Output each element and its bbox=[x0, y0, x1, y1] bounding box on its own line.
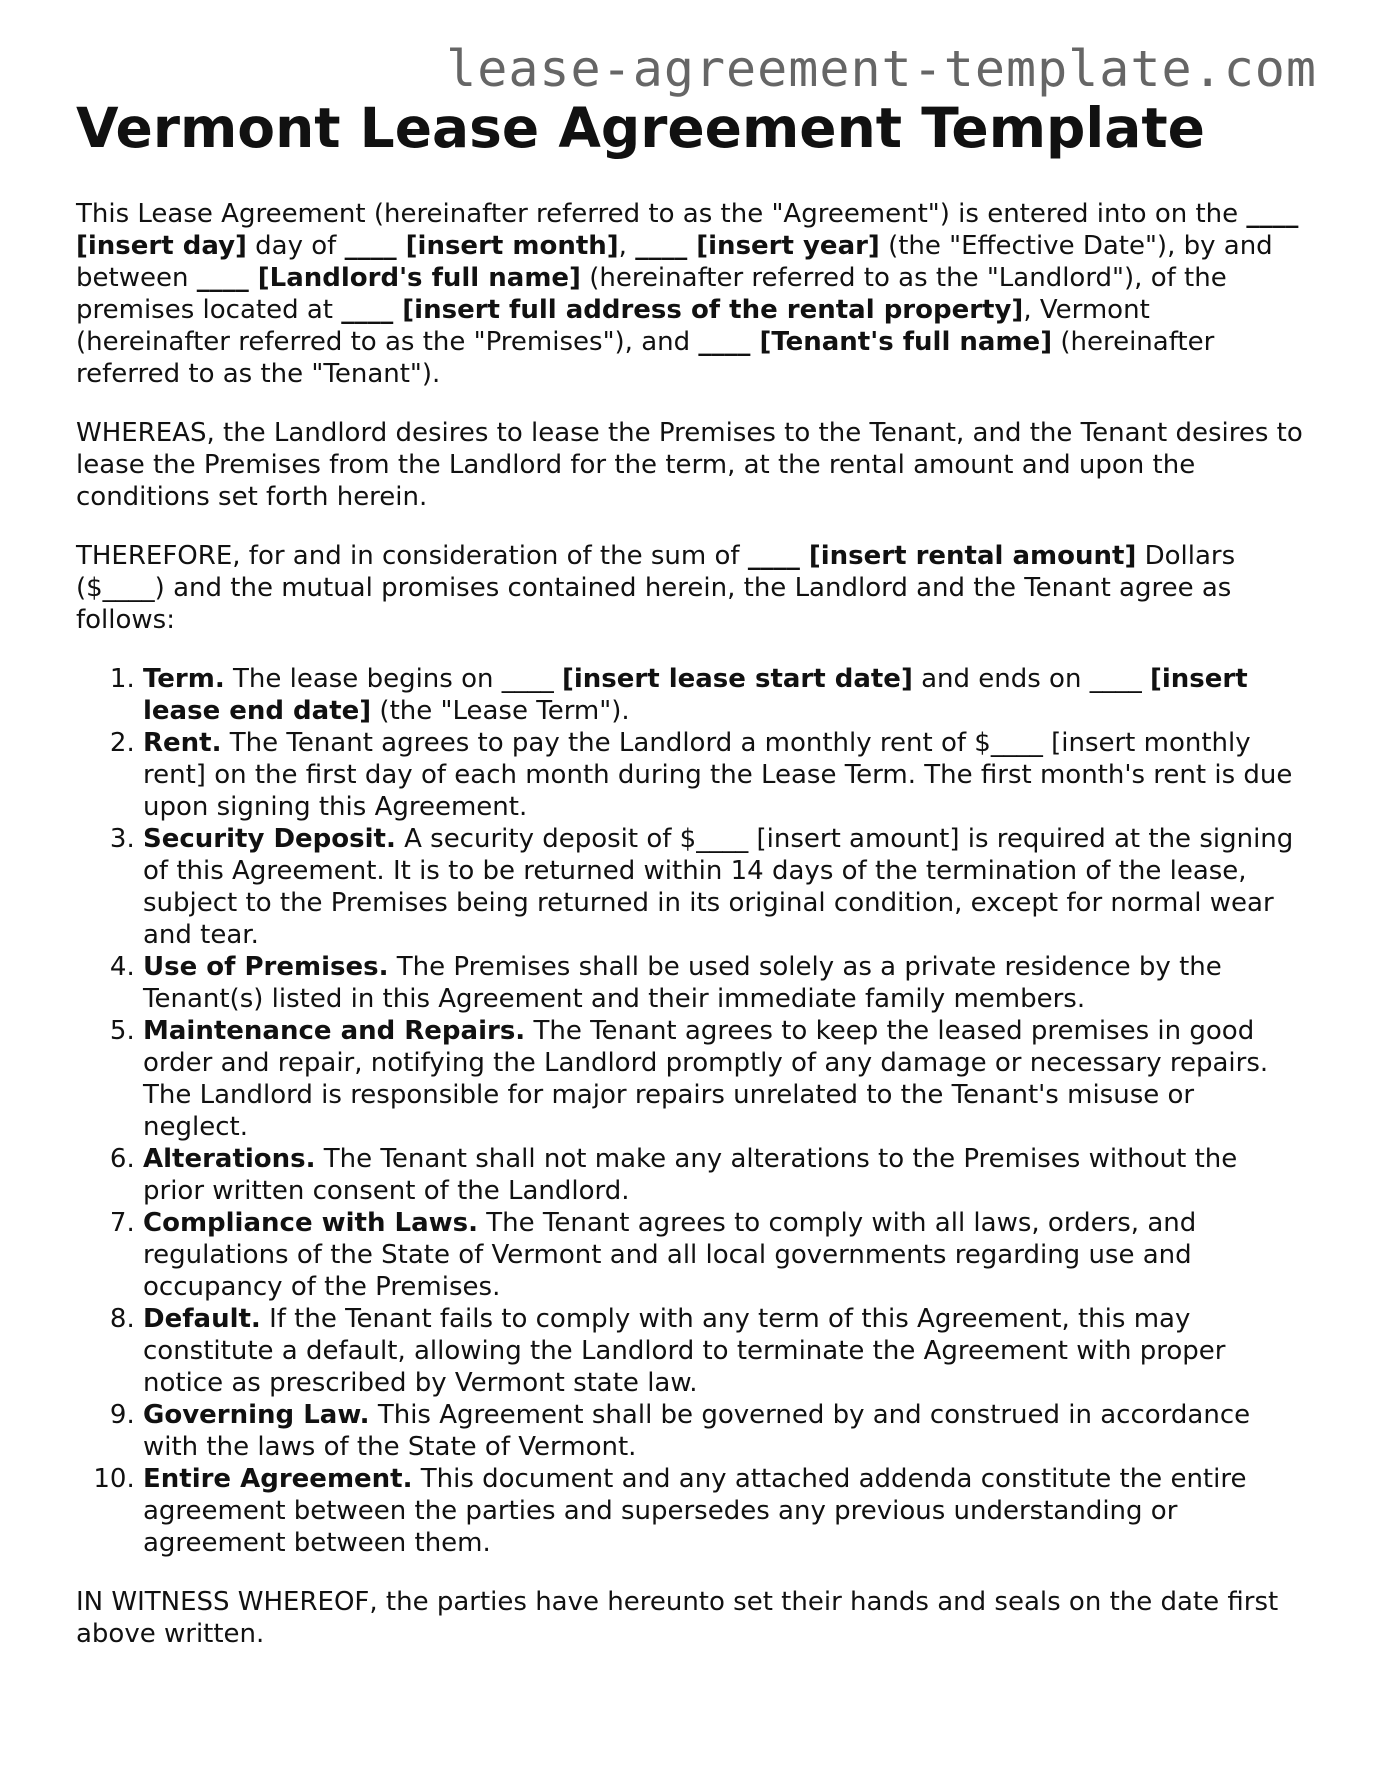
document-body bbox=[76, 198, 1306, 1677]
intro-text-6: , Vermont (hereinafter referred to as the "Premises"), and bbox=[76, 295, 1150, 357]
intro-text-5: (hereinafter referred to as the "Landlord"), of the premises located at bbox=[76, 263, 1227, 325]
clause-text: The lease begins on ____ bbox=[224, 664, 562, 694]
insert-month-placeholder: [insert month] bbox=[405, 231, 619, 261]
therefore-text-1: THEREFORE, for and in consideration of the sum of bbox=[76, 541, 748, 571]
therefore-text-2: Dollars ($____) and the mutual promises contained herein, the Landlord and the Tenant agree as follows: bbox=[76, 541, 1236, 635]
clause-heading: Use of Premises. bbox=[143, 952, 389, 982]
clause-text: The Tenant agrees to keep the leased premises in good order and repair, notifying the Landlord promptly of any damage or necessary repairs. The Landlord is responsible for major repairs unrelated to the Tenant's misuse or neglect. bbox=[143, 1016, 1269, 1142]
intro-blank-4: ____ bbox=[196, 263, 258, 293]
rental-address-placeholder: [insert full address of the rental property] bbox=[402, 295, 1024, 325]
clause-use-of-premises bbox=[143, 951, 1306, 1015]
clause-heading: Default. bbox=[143, 1304, 261, 1334]
clause-text: A security deposit of $____ [insert amount] is required at the signing of this Agreement. It is to be returned within 14 days of the termination of the lease, subject to the Premises being returned in its original condition, except for normal wear and tear. bbox=[143, 824, 1294, 950]
clause-heading: Rent. bbox=[143, 728, 222, 758]
clause-text: The Premises shall be used solely as a private residence by the Tenant(s) listed in this Agreement and their immediate family members. bbox=[143, 952, 1222, 1014]
therefore-paragraph bbox=[76, 540, 1306, 636]
clause-text: This Agreement shall be governed by and construed in accordance with the laws of the State of Vermont. bbox=[143, 1400, 1251, 1462]
whereas-paragraph: WHEREAS, the Landlord desires to lease the Premises to the Tenant, and the Tenant desires to lease the Premises from the Landlord for the term, at the rental amount and upon the conditions set forth herein. bbox=[76, 418, 1303, 512]
clause-default bbox=[143, 1303, 1306, 1399]
insert-year-placeholder: [insert year] bbox=[696, 231, 880, 261]
clause-heading: Entire Agreement. bbox=[143, 1464, 413, 1494]
clause-compliance bbox=[143, 1207, 1306, 1303]
watermark: lease-agreement-template.com bbox=[446, 40, 1317, 98]
clause-text: (the "Lease Term"). bbox=[371, 696, 630, 726]
intro-text-7: (hereinafter referred to as the "Tenant"). bbox=[76, 327, 1215, 389]
tenant-name-placeholder: [Tenant's full name] bbox=[759, 327, 1053, 357]
clause-heading: Security Deposit. bbox=[143, 824, 396, 854]
intro-blank-2: ____ bbox=[344, 231, 406, 261]
intro-text-2: day of bbox=[246, 231, 345, 261]
clause-term bbox=[143, 663, 1306, 727]
intro-paragraph bbox=[76, 198, 1306, 390]
lease-end-placeholder: [insert lease end date] bbox=[143, 664, 1248, 726]
clause-heading: Compliance with Laws. bbox=[143, 1208, 479, 1238]
clause-maintenance bbox=[143, 1015, 1306, 1143]
witness-paragraph: IN WITNESS WHEREOF, the parties have hereunto set their hands and seals on the date first above written. bbox=[76, 1587, 1279, 1649]
clause-heading: Alterations. bbox=[143, 1144, 316, 1174]
therefore-blank-1: ____ bbox=[747, 541, 809, 571]
clause-governing-law bbox=[143, 1399, 1306, 1463]
clause-heading: Governing Law. bbox=[143, 1400, 370, 1430]
rental-amount-placeholder: [insert rental amount] bbox=[808, 541, 1137, 571]
landlord-name-placeholder: [Landlord's full name] bbox=[257, 263, 581, 293]
clause-heading: Maintenance and Repairs. bbox=[143, 1016, 526, 1046]
intro-text-4: (the "Effective Date"), by and between bbox=[76, 231, 1273, 293]
intro-blank-5: ____ bbox=[341, 295, 403, 325]
intro-blank-3: ____ bbox=[635, 231, 697, 261]
lease-start-placeholder: [insert lease start date] bbox=[562, 664, 913, 694]
clause-text: and ends on ____ bbox=[912, 664, 1150, 694]
clause-security-deposit bbox=[143, 823, 1306, 951]
clause-list bbox=[76, 663, 1306, 1559]
clause-entire-agreement bbox=[143, 1463, 1306, 1559]
clause-alterations bbox=[143, 1143, 1306, 1207]
clause-text: The Tenant shall not make any alterations to the Premises without the prior written consent of the Landlord. bbox=[143, 1144, 1238, 1206]
intro-blank-1: ____ bbox=[1246, 199, 1299, 229]
clause-heading: Term. bbox=[143, 664, 225, 694]
intro-text-1: This Lease Agreement (hereinafter referred to as the "Agreement") is entered into on the bbox=[76, 199, 1247, 229]
clause-text: The Tenant agrees to comply with all laws, orders, and regulations of the State of Vermont and all local governments regarding use and occupancy of the Premises. bbox=[143, 1208, 1197, 1302]
intro-text-3: , bbox=[618, 231, 636, 261]
clause-rent bbox=[143, 727, 1306, 823]
clause-text: The Tenant agrees to pay the Landlord a monthly rent of $____ [insert monthly rent] on the first day of each month during the Lease Term. The first month's rent is due upon signing this Agreement. bbox=[143, 728, 1293, 822]
clause-text: If the Tenant fails to comply with any term of this Agreement, this may constitute a default, allowing the Landlord to terminate the Agreement with proper notice as prescribed by Vermont state law. bbox=[143, 1304, 1226, 1398]
intro-blank-6: ____ bbox=[698, 327, 760, 357]
clause-text: This document and any attached addenda constitute the entire agreement between the parties and supersedes any previous understanding or agreement between them. bbox=[143, 1464, 1247, 1558]
document-title: Vermont Lease Agreement Template bbox=[76, 96, 1205, 160]
insert-day-placeholder: [insert day] bbox=[76, 231, 247, 261]
